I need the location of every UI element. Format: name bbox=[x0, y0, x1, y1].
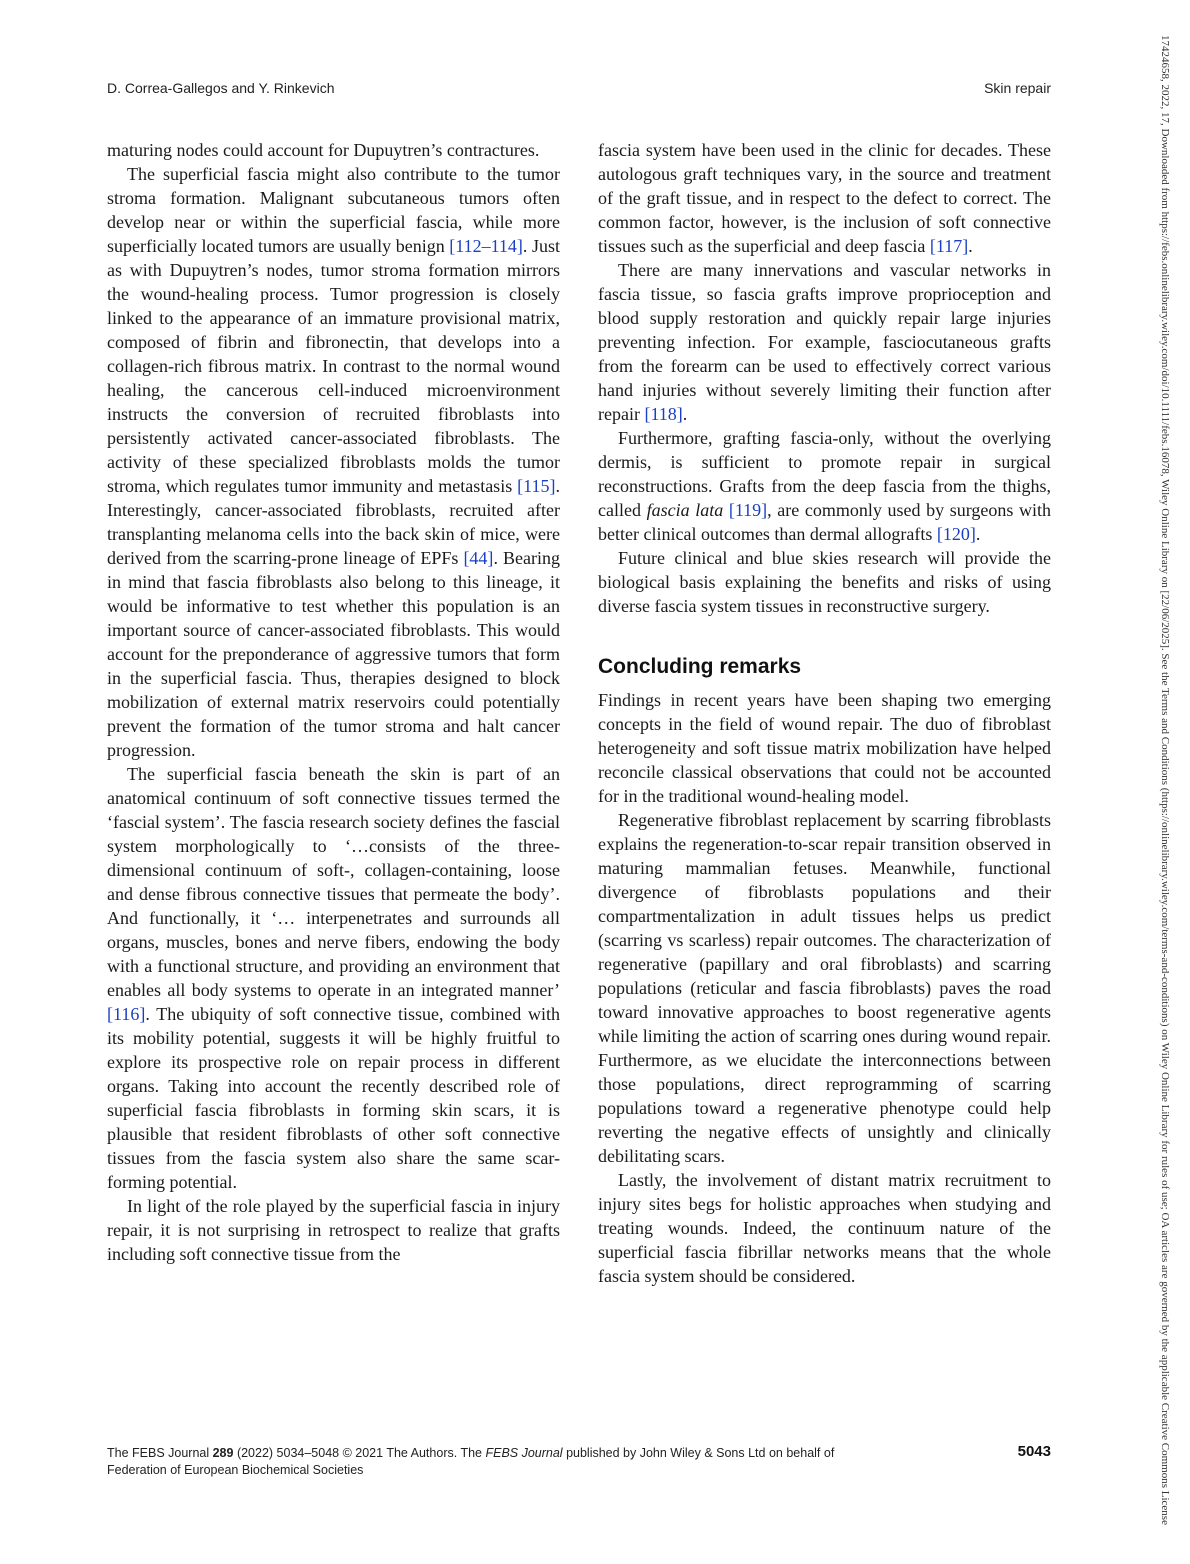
running-header-authors: D. Correa-Gallegos and Y. Rinkevich bbox=[107, 80, 335, 96]
right-column bbox=[598, 138, 1051, 1288]
citation-link[interactable]: [118] bbox=[644, 404, 683, 424]
paragraph: fascia system have been used in the clinic for decades. These autologous graft techniques vary, in the source and treatment of the graft tissue, and in respect to the defect to correct. The common factor, however, is the inclusion of soft connective tissues such as the superficial and deep fascia [117]. bbox=[598, 140, 1051, 256]
running-header-section: Skin repair bbox=[984, 80, 1051, 96]
page-number: 5043 bbox=[1017, 1443, 1051, 1460]
paragraph: maturing nodes could account for Dupuytren’s contractures. bbox=[107, 140, 540, 160]
paragraph: Lastly, the involvement of distant matrix recruitment to injury sites begs for holistic approaches when studying and treating wounds. Indeed, the continuum nature of the superficial fascia fibrillar networks means that the whole fascia system should be considered. bbox=[598, 1170, 1051, 1286]
paragraph: The superficial fascia might also contribute to the tumor stroma formation. Malignant subcutaneous tumors often develop near or within the superficial fascia, while more superficially located tumors are usually benign [112–114]. Just as with Dupuytren’s nodes, tumor stroma formation mirrors the wound-healing process. Tumor progression is closely linked to the appearance of an immature provisional matrix, composed of fibrin and fibronectin, that develops into a collagen-rich fibrous matrix. In contrast to the normal wound healing, the cancerous cell-induced microenvironment instructs the conversion of recruited fibroblasts into persistently activated cancer-associated fibroblasts. The activity of these specialized fibroblasts molds the tumor stroma, which regulates tumor immunity and metastasis [115]. Interestingly, cancer-associated fibroblasts, recruited after transplanting melanoma cells into the back skin of mice, were derived from the scarring-prone lineage of EPFs [44]. Bearing in mind that fascia fibroblasts also belong to this lineage, it would be informative to test whether this population is an important source of cancer-associated fibroblasts. This would account for the preponderance of aggressive tumors that form in the superficial fascia. Thus, therapies designed to block mobilization of external matrix reservoirs could potentially prevent the formation of the tumor stroma and halt cancer progression. bbox=[107, 164, 560, 760]
citation-link[interactable]: [119] bbox=[728, 500, 768, 520]
paragraph: Findings in recent years have been shaping two emerging concepts in the field of wound repair. The duo of fibroblast heterogeneity and soft tissue matrix mobilization have helped reconcile classical observations that could not be accounted for in the traditional wound-healing model. bbox=[598, 690, 1051, 806]
italic-term: fascia lata bbox=[646, 500, 724, 520]
citation-link[interactable]: [117] bbox=[929, 236, 969, 256]
paragraph: Regenerative fibroblast replacement by scarring fibroblasts explains the regeneration-to-scar repair transition observed in maturing mammalian fetuses. Meanwhile, functional divergence of fibroblasts populations and their compartmentalization in adult tissues helps us predict (scarring vs scarless) repair outcomes. The characterization of regenerative (papillary and oral fibroblasts) and scarring populations (reticular and fascia fibroblasts) paves the road toward innovative approaches to boost regenerative agents while limiting the action of scarring ones during wound repair. Furthermore, as we elucidate the interconnections between those populations, direct reprogramming of scarring populations toward a regenerative phenotype could help reverting the negative effects of unsightly and clinically debilitating scars. bbox=[598, 810, 1051, 1166]
citation-link[interactable]: [116] bbox=[107, 1004, 146, 1024]
citation-link[interactable]: [112–114] bbox=[449, 236, 523, 256]
paragraph: Future clinical and blue skies research will provide the biological basis explaining the benefits and risks of using diverse fascia system tissues in reconstructive surgery. bbox=[598, 548, 1051, 616]
download-notice-sidebar bbox=[1157, 35, 1173, 1535]
paragraph: Furthermore, grafting fascia-only, without the overlying dermis, is sufficient to promote repair in surgical reconstructions. Grafts from the deep fascia from the thighs, called fascia lata [119], are commonly used by surgeons with better clinical outcomes than dermal allografts [120]. bbox=[598, 428, 1051, 544]
citation-link[interactable]: [44] bbox=[463, 548, 494, 568]
section-heading: Concluding remarks bbox=[598, 655, 802, 678]
citation-link[interactable]: [120] bbox=[936, 524, 976, 544]
download-notice-text: 17424658, 2022, 17, Downloaded from https://febs.onlinelibrary.wiley.com/doi/10.1111/febs.16078, Wiley Online Library on [22/06/2025]. See the Terms and Conditions (https://onlinelibrary.wiley.com/terms-and-conditions) on Wiley Online Library for rules of use; OA articles are governed by the applicable Creative Commons License bbox=[1159, 35, 1171, 1525]
paragraph: In light of the role played by the superficial fascia in injury repair, it is not surprising in retrospect to realize that grafts including soft connective tissue from the bbox=[107, 1196, 560, 1264]
citation-link[interactable]: [115] bbox=[517, 476, 556, 496]
paragraph: There are many innervations and vascular networks in fascia tissue, so fascia grafts improve proprioception and blood supply restoration and quickly repair large injuries preventing infection. For example, fasciocutaneous grafts from the forearm can be used to effectively correct various hand injuries without severely limiting their function after repair [118]. bbox=[598, 260, 1051, 424]
footer-citation: The FEBS Journal 289 (2022) 5034–5048 © 2021 The Authors. The FEBS Journal published by John Wiley & Sons Ltd on behalf of Federation of European Biochemical Societies bbox=[107, 1446, 835, 1477]
left-column bbox=[107, 138, 560, 1266]
paragraph: The superficial fascia beneath the skin is part of an anatomical continuum of soft connective tissues termed the ‘fascial system’. The fascia research society defines the fascial system morphologically to ‘…consists of the three-dimensional continuum of soft-, collagen-containing, loose and dense fibrous connective tissues that permeate the body’. And functionally, it ‘… interpenetrates and surrounds all organs, muscles, bones and nerve fibers, endowing the body with a functional structure, and providing an environment that enables all body systems to operate in an integrated manner’ [116]. The ubiquity of soft connective tissue, combined with its mobility potential, suggests it will be highly fruitful to explore its prospective role on repair process in different organs. Taking into account the recently described role of superficial fascia fibroblasts in forming skin scars, it is plausible that resident fibroblasts of other soft connective tissues from the fascia system also share the same scar-forming potential. bbox=[107, 764, 560, 1192]
